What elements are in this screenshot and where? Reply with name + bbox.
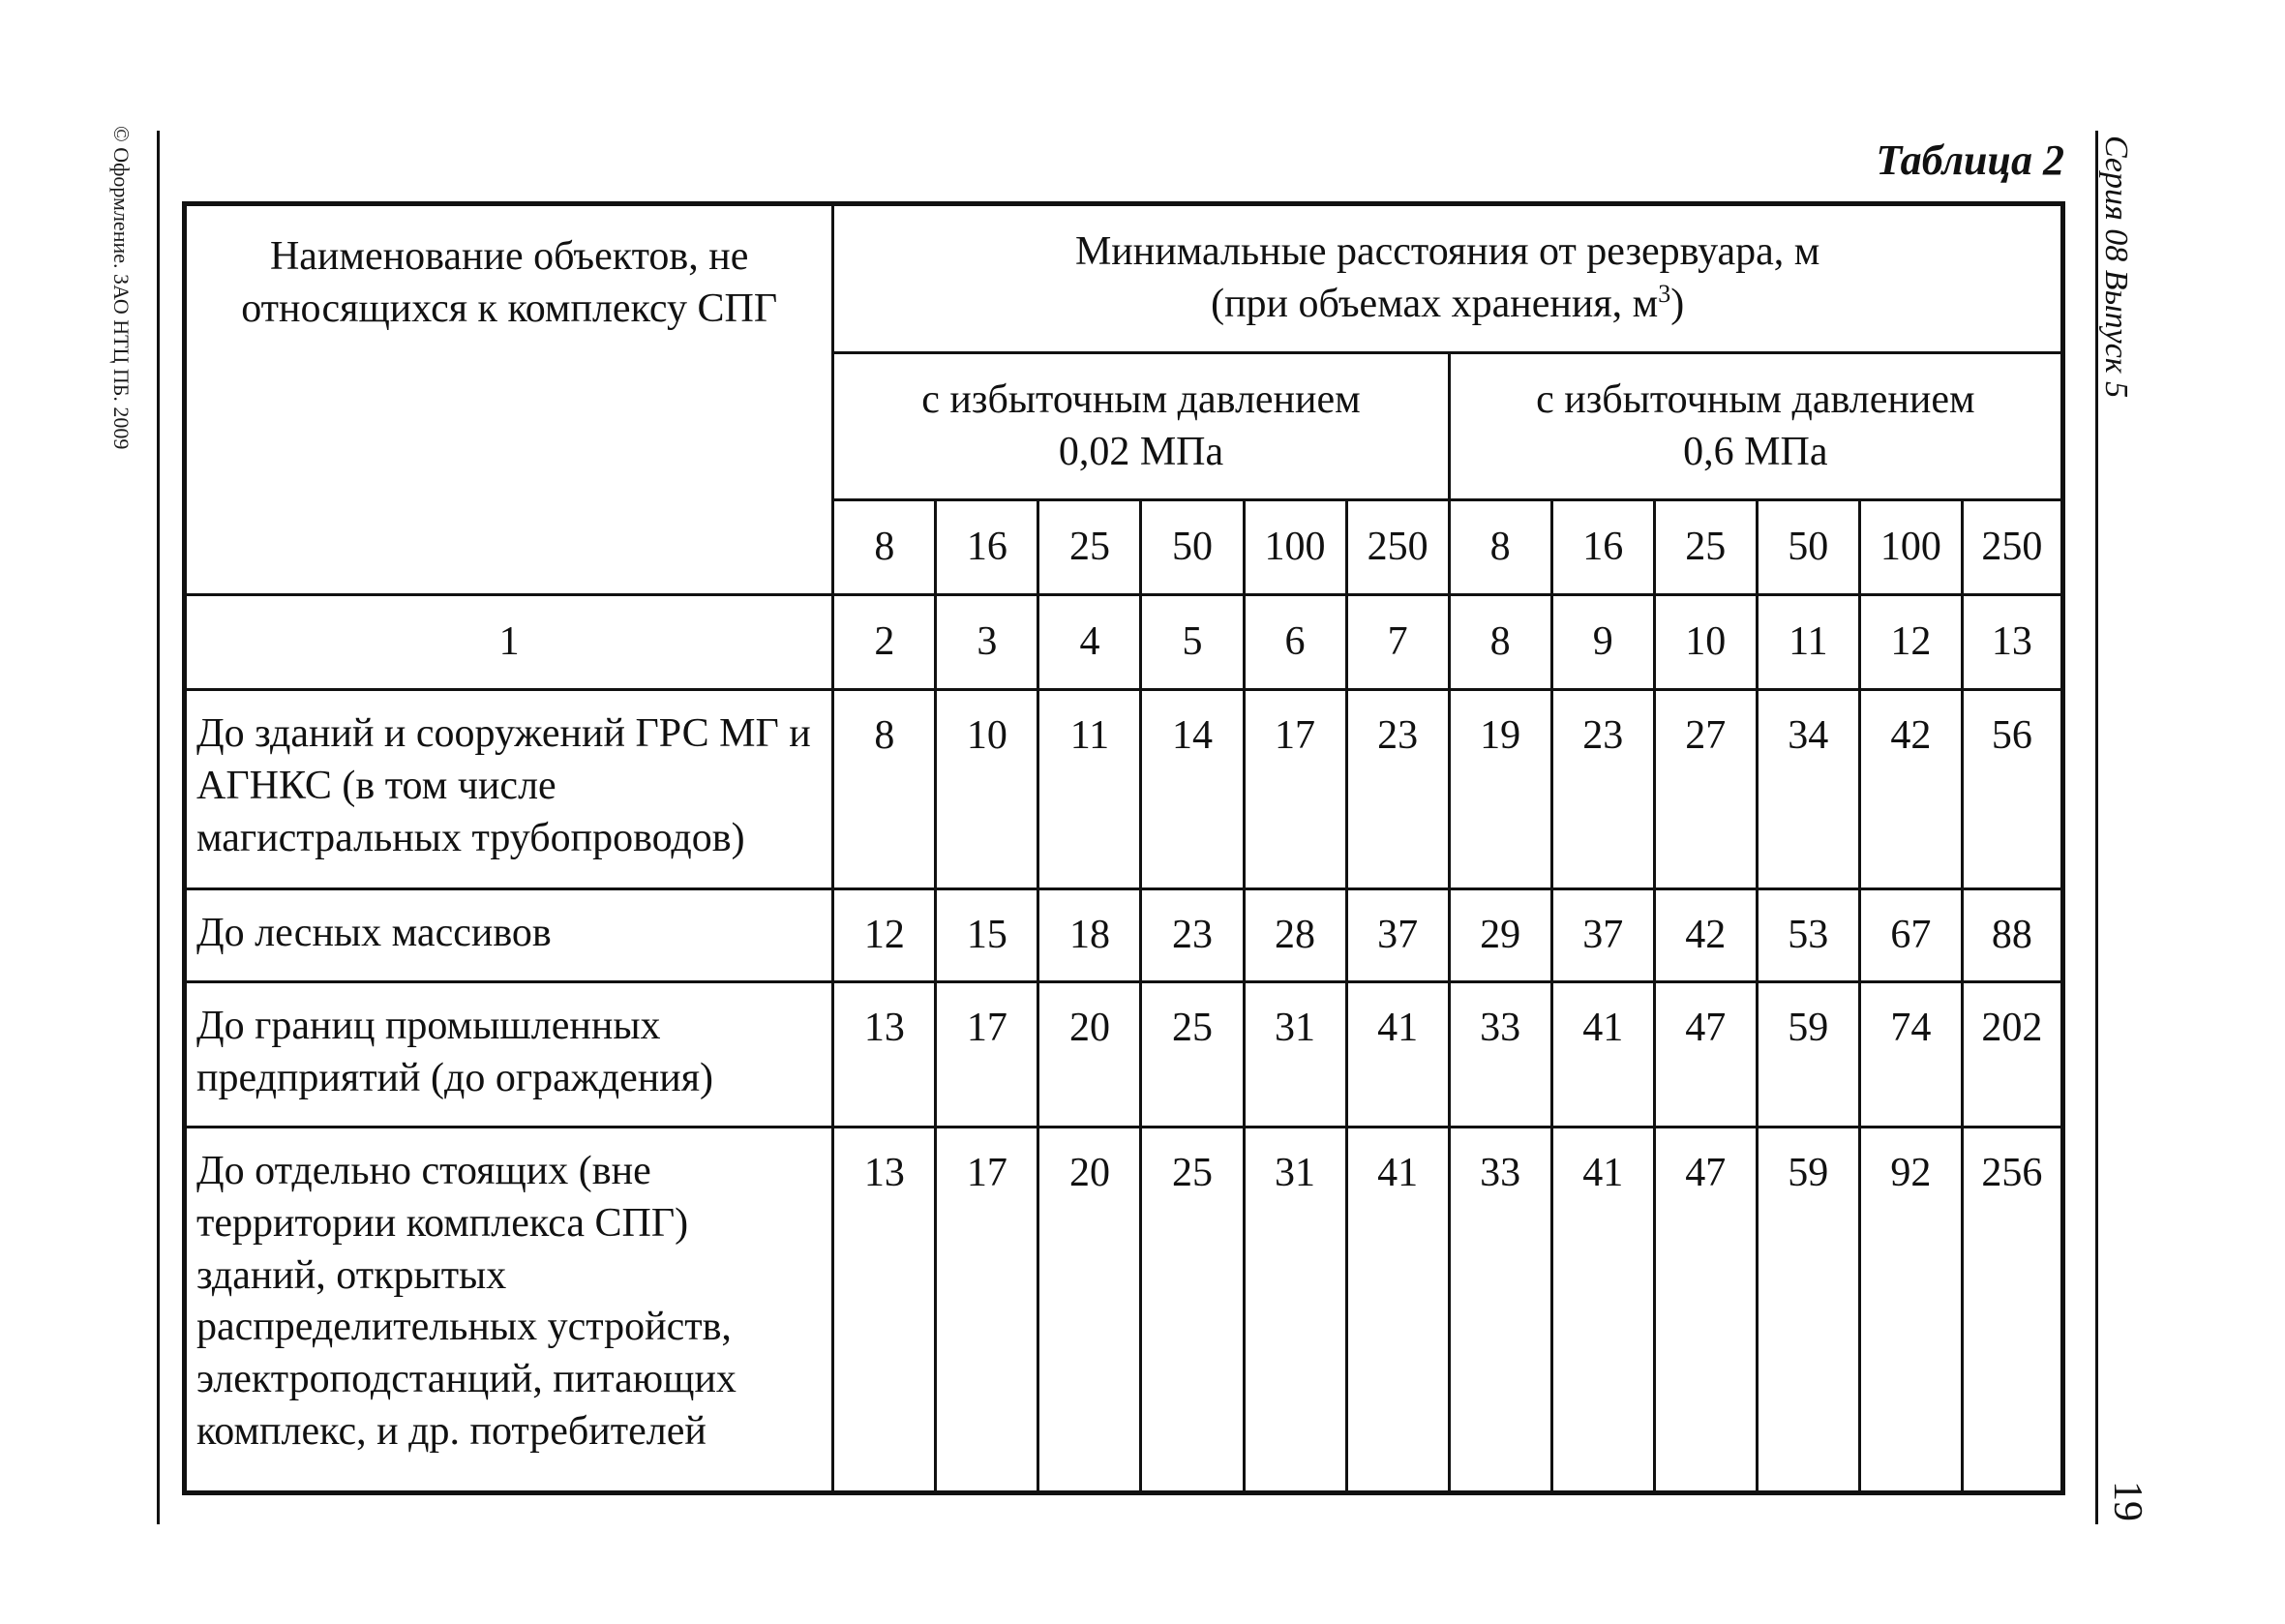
distance-cell: 19 bbox=[1449, 690, 1551, 889]
distance-cell: 14 bbox=[1141, 690, 1244, 889]
volume-cell: 8 bbox=[833, 500, 936, 595]
distance-cell: 15 bbox=[936, 889, 1038, 982]
header-object-name-text: Наименование объектов, не относящихся к комплексу СПГ bbox=[241, 234, 778, 331]
column-number-cell: 4 bbox=[1038, 595, 1141, 690]
column-number-cell: 5 bbox=[1141, 595, 1244, 690]
table-row bbox=[185, 982, 2063, 1128]
distance-cell: 29 bbox=[1449, 889, 1551, 982]
header-min-distances-line1: Минимальные расстояния от резервуара, м bbox=[1074, 229, 1820, 275]
header-pressure-group-1 bbox=[833, 353, 1449, 500]
distance-cell: 47 bbox=[1654, 982, 1757, 1128]
distance-cell: 25 bbox=[1141, 1128, 1244, 1493]
left-margin-rule bbox=[157, 131, 160, 1524]
column-number-cell: 12 bbox=[1859, 595, 1962, 690]
volume-cell: 50 bbox=[1141, 500, 1244, 595]
table-caption: Таблица 2 bbox=[1876, 136, 2064, 184]
header-row-1 bbox=[185, 204, 2063, 353]
distance-cell: 92 bbox=[1859, 1128, 1962, 1493]
column-number-cell: 9 bbox=[1551, 595, 1654, 690]
distance-cell: 37 bbox=[1551, 889, 1654, 982]
distance-cell: 33 bbox=[1449, 1128, 1551, 1493]
volume-cell: 250 bbox=[1962, 500, 2062, 595]
column-number-cell: 8 bbox=[1449, 595, 1551, 690]
volume-cell: 25 bbox=[1038, 500, 1141, 595]
column-number-cell: 3 bbox=[936, 595, 1038, 690]
distance-cell: 25 bbox=[1141, 982, 1244, 1128]
distance-cell: 13 bbox=[833, 982, 936, 1128]
distance-cell: 27 bbox=[1654, 690, 1757, 889]
row-object-name: До отдельно стоящих (вне территории комплекса СПГ) зданий, открытых распределительных устройств, электроподстанций, питающих комплекс, и др. потребителей bbox=[185, 1128, 833, 1493]
distance-cell: 17 bbox=[936, 982, 1038, 1128]
volume-cell: 50 bbox=[1757, 500, 1859, 595]
distance-cell: 256 bbox=[1962, 1128, 2062, 1493]
header-pressure-group-2 bbox=[1449, 353, 2062, 500]
distance-cell: 17 bbox=[1244, 690, 1346, 889]
header-volume-text: (при объемах хранения, м bbox=[1211, 282, 1659, 326]
distance-cell: 41 bbox=[1551, 1128, 1654, 1493]
table-row bbox=[185, 1128, 2063, 1493]
distance-cell: 202 bbox=[1962, 982, 2062, 1128]
table-row bbox=[185, 889, 2063, 982]
column-number-cell: 1 bbox=[185, 595, 833, 690]
column-number-cell: 10 bbox=[1654, 595, 1757, 690]
distance-cell: 23 bbox=[1346, 690, 1449, 889]
header-pressure-group-1-line2: 0,02 МПа bbox=[1058, 429, 1224, 474]
distance-cell: 34 bbox=[1757, 690, 1859, 889]
column-number-cell: 7 bbox=[1346, 595, 1449, 690]
header-min-distances-line2 bbox=[834, 279, 2060, 331]
distances-table bbox=[182, 201, 2065, 1495]
header-pressure-group-2-line1: с избыточным давлением bbox=[1536, 376, 1975, 422]
column-number-cell: 6 bbox=[1244, 595, 1346, 690]
distance-cell: 37 bbox=[1346, 889, 1449, 982]
distance-cell: 41 bbox=[1346, 1128, 1449, 1493]
volume-cell: 16 bbox=[1551, 500, 1654, 595]
distance-cell: 13 bbox=[833, 1128, 936, 1493]
volume-cell: 8 bbox=[1449, 500, 1551, 595]
row-object-name: До лесных массивов bbox=[185, 889, 833, 982]
volume-cell: 16 bbox=[936, 500, 1038, 595]
header-min-distances bbox=[833, 204, 2063, 353]
distance-cell: 41 bbox=[1346, 982, 1449, 1128]
distance-cell: 59 bbox=[1757, 982, 1859, 1128]
distance-cell: 12 bbox=[833, 889, 936, 982]
header-object-name bbox=[185, 204, 833, 595]
distance-cell: 67 bbox=[1859, 889, 1962, 982]
column-number-cell: 2 bbox=[833, 595, 936, 690]
distance-cell: 11 bbox=[1038, 690, 1141, 889]
volume-cell: 25 bbox=[1654, 500, 1757, 595]
page-number: 19 bbox=[2105, 1481, 2150, 1521]
distance-cell: 31 bbox=[1244, 1128, 1346, 1493]
volume-cell: 100 bbox=[1244, 500, 1346, 595]
header-pressure-group-2-line2: 0,6 МПа bbox=[1683, 429, 1828, 474]
copyright-margin-text: © Оформление. ЗАО НТЦ ПБ. 2009 bbox=[109, 126, 134, 450]
volume-cell: 100 bbox=[1859, 500, 1962, 595]
distance-cell: 42 bbox=[1859, 690, 1962, 889]
header-volume-close: ) bbox=[1670, 282, 1685, 326]
distance-cell: 33 bbox=[1449, 982, 1551, 1128]
distance-cell: 42 bbox=[1654, 889, 1757, 982]
table-row bbox=[185, 690, 2063, 889]
distance-cell: 18 bbox=[1038, 889, 1141, 982]
header-pressure-group-1-line1: с избыточным давлением bbox=[921, 376, 1361, 422]
distance-cell: 23 bbox=[1141, 889, 1244, 982]
distance-cell: 23 bbox=[1551, 690, 1654, 889]
header-unit-superscript: 3 bbox=[1658, 280, 1671, 308]
distance-cell: 17 bbox=[936, 1128, 1038, 1493]
distance-cell: 20 bbox=[1038, 982, 1141, 1128]
distance-cell: 47 bbox=[1654, 1128, 1757, 1493]
distance-cell: 56 bbox=[1962, 690, 2062, 889]
column-numbers-row bbox=[185, 595, 2063, 690]
column-number-cell: 11 bbox=[1757, 595, 1859, 690]
distance-cell: 20 bbox=[1038, 1128, 1141, 1493]
series-margin-text: Серия 08 Выпуск 5 bbox=[2098, 135, 2134, 399]
distance-cell: 88 bbox=[1962, 889, 2062, 982]
row-object-name: До зданий и сооружений ГРС МГ и АГНКС (в том числе магистральных трубопроводов) bbox=[185, 690, 833, 889]
distance-cell: 10 bbox=[936, 690, 1038, 889]
distance-cell: 53 bbox=[1757, 889, 1859, 982]
column-number-cell: 13 bbox=[1962, 595, 2062, 690]
volume-cell: 250 bbox=[1346, 500, 1449, 595]
distance-cell: 8 bbox=[833, 690, 936, 889]
row-object-name: До границ промышленных предприятий (до ограждения) bbox=[185, 982, 833, 1128]
distance-cell: 59 bbox=[1757, 1128, 1859, 1493]
distance-cell: 41 bbox=[1551, 982, 1654, 1128]
distance-cell: 31 bbox=[1244, 982, 1346, 1128]
distance-cell: 28 bbox=[1244, 889, 1346, 982]
distance-cell: 74 bbox=[1859, 982, 1962, 1128]
